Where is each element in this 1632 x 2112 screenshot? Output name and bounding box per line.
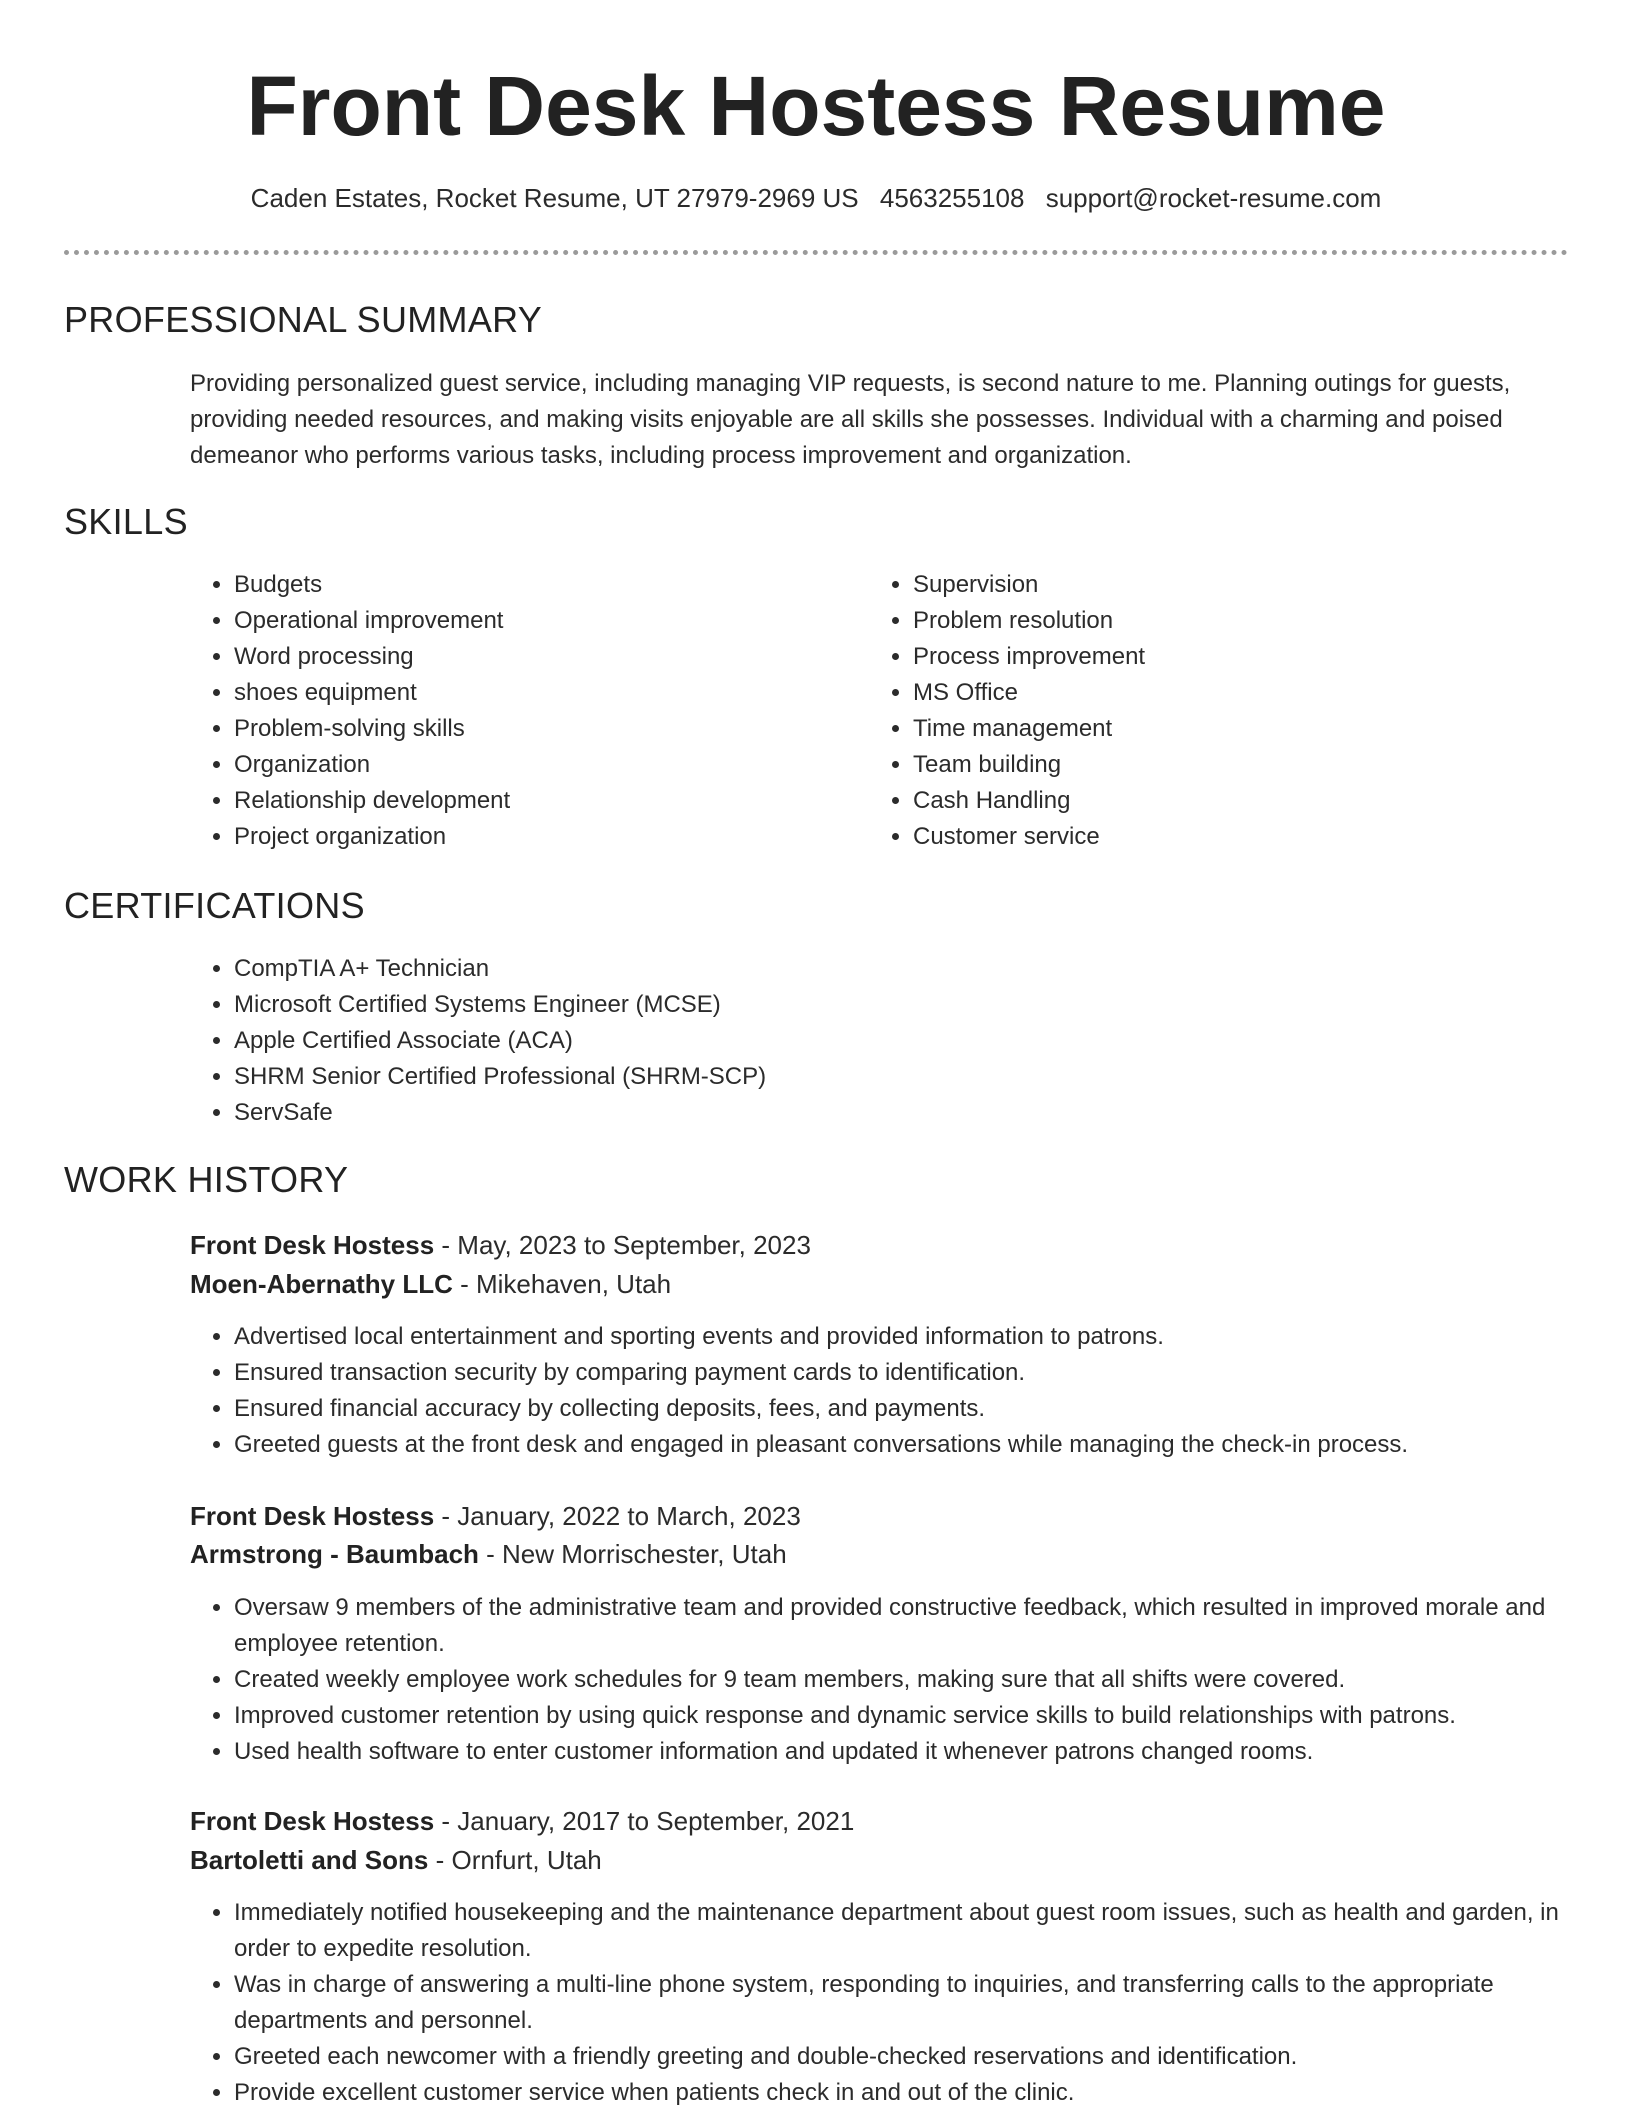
job-company-line bbox=[190, 1535, 787, 1573]
contact-address: Caden Estates, Rocket Resume, UT 27979-2969 US bbox=[250, 183, 859, 213]
certifications-heading: CERTIFICATIONS bbox=[64, 885, 365, 926]
skill-item: • Team building bbox=[913, 747, 1563, 783]
job-company: Moen-Abernathy LLC bbox=[190, 1269, 453, 1299]
job-bullet: • Ensured financial accuracy by collecting deposits, fees, and payments. bbox=[234, 1391, 1614, 1427]
job-bullet: • Used health software to enter customer information and updated it whenever patrons changed rooms. bbox=[234, 1734, 1614, 1770]
skill-item: • Problem-solving skills bbox=[234, 711, 834, 747]
job-bullet: • Greeted each newcomer with a friendly greeting and double-checked reservations and identification. bbox=[234, 2039, 1614, 2075]
contact-phone: 4563255108 bbox=[879, 183, 1025, 213]
certification-item: • CompTIA A+ Technician bbox=[234, 951, 1534, 987]
skills-list-left bbox=[190, 567, 834, 855]
skill-item: • Cash Handling bbox=[913, 783, 1563, 819]
job-bullets bbox=[190, 1319, 1614, 1463]
job-title-line bbox=[190, 1226, 811, 1264]
skill-item: • Operational improvement bbox=[234, 603, 834, 639]
summary-heading: PROFESSIONAL SUMMARY bbox=[64, 299, 543, 340]
certification-item: • SHRM Senior Certified Professional (SHRM-SCP) bbox=[234, 1059, 1534, 1095]
job-bullet: • Advertised local entertainment and sporting events and provided information to patrons. bbox=[234, 1319, 1614, 1355]
certification-item: • Apple Certified Associate (ACA) bbox=[234, 1023, 1534, 1059]
job-bullet: • Improved customer retention by using quick response and dynamic service skills to build relationships with patrons. bbox=[234, 1698, 1614, 1734]
skills-heading: SKILLS bbox=[64, 501, 188, 542]
contact-line bbox=[0, 180, 1632, 216]
job-role: Front Desk Hostess bbox=[190, 1806, 435, 1836]
skill-item: • Relationship development bbox=[234, 783, 834, 819]
summary-text: Providing personalized guest service, including managing VIP requests, is second nature to me. Planning outings for guests, providing needed resources, and making visits enjoyable are all skills she possesses. Individual with a charming and poised demeanor who performs various tasks, including process improvement and organization. bbox=[190, 370, 1511, 469]
job-bullet: • Greeted guests at the front desk and engaged in pleasant conversations while managing the check-in process. bbox=[234, 1427, 1614, 1463]
job-bullet: • Oversaw 9 members of the administrative team and provided constructive feedback, which resulted in improved morale and employee retention. bbox=[234, 1590, 1614, 1662]
job-company-line bbox=[190, 1265, 671, 1303]
work-history-heading: WORK HISTORY bbox=[64, 1159, 349, 1200]
skills-list-right bbox=[869, 567, 1563, 855]
skill-item: • Word processing bbox=[234, 639, 834, 675]
skill-item: • shoes equipment bbox=[234, 675, 834, 711]
skill-item: • Organization bbox=[234, 747, 834, 783]
header-divider bbox=[64, 250, 1568, 255]
job-location: - Mikehaven, Utah bbox=[452, 1269, 672, 1299]
job-bullet: • Created weekly employee work schedules for 9 team members, making sure that all shifts were covered. bbox=[234, 1662, 1614, 1698]
job-company: Bartoletti and Sons bbox=[190, 1845, 429, 1875]
certification-item: • Microsoft Certified Systems Engineer (MCSE) bbox=[234, 987, 1534, 1023]
skill-item: • Supervision bbox=[913, 567, 1563, 603]
skill-item: • Problem resolution bbox=[913, 603, 1563, 639]
job-company: Armstrong - Baumbach bbox=[190, 1539, 479, 1569]
job-bullet: • Was in charge of answering a multi-line phone system, responding to inquiries, and transferring calls to the appropriate departments and personnel. bbox=[234, 1967, 1614, 2039]
job-title-line bbox=[190, 1497, 801, 1535]
certification-item: • ServSafe bbox=[234, 1095, 1534, 1131]
certifications-list bbox=[190, 951, 1534, 1131]
skill-item: • Project organization bbox=[234, 819, 834, 855]
job-bullet: • Provide excellent customer service when patients check in and out of the clinic. bbox=[234, 2075, 1614, 2111]
job-bullet: • Ensured transaction security by comparing payment cards to identification. bbox=[234, 1355, 1614, 1391]
job-role: Front Desk Hostess bbox=[190, 1230, 435, 1260]
job-dates: - January, 2017 to September, 2021 bbox=[434, 1806, 855, 1836]
contact-email: support@rocket-resume.com bbox=[1045, 183, 1382, 213]
job-dates: - January, 2022 to March, 2023 bbox=[434, 1501, 801, 1531]
skill-item: • Customer service bbox=[913, 819, 1563, 855]
skill-item: • Budgets bbox=[234, 567, 834, 603]
job-location: - New Morrischester, Utah bbox=[478, 1539, 787, 1569]
job-company-line bbox=[190, 1841, 602, 1879]
skill-item: • Process improvement bbox=[913, 639, 1563, 675]
skill-item: • MS Office bbox=[913, 675, 1563, 711]
job-bullets bbox=[190, 1590, 1614, 1770]
job-bullets bbox=[190, 1895, 1614, 2111]
job-title-line bbox=[190, 1802, 854, 1840]
resume-title: Front Desk Hostess Resume bbox=[246, 59, 1386, 153]
skill-item: • Time management bbox=[913, 711, 1563, 747]
job-location: - Ornfurt, Utah bbox=[428, 1845, 602, 1875]
job-role: Front Desk Hostess bbox=[190, 1501, 435, 1531]
job-dates: - May, 2023 to September, 2023 bbox=[434, 1230, 811, 1260]
job-bullet: • Immediately notified housekeeping and the maintenance department about guest room issues, such as health and garden, in order to expedite resolution. bbox=[234, 1895, 1614, 1967]
